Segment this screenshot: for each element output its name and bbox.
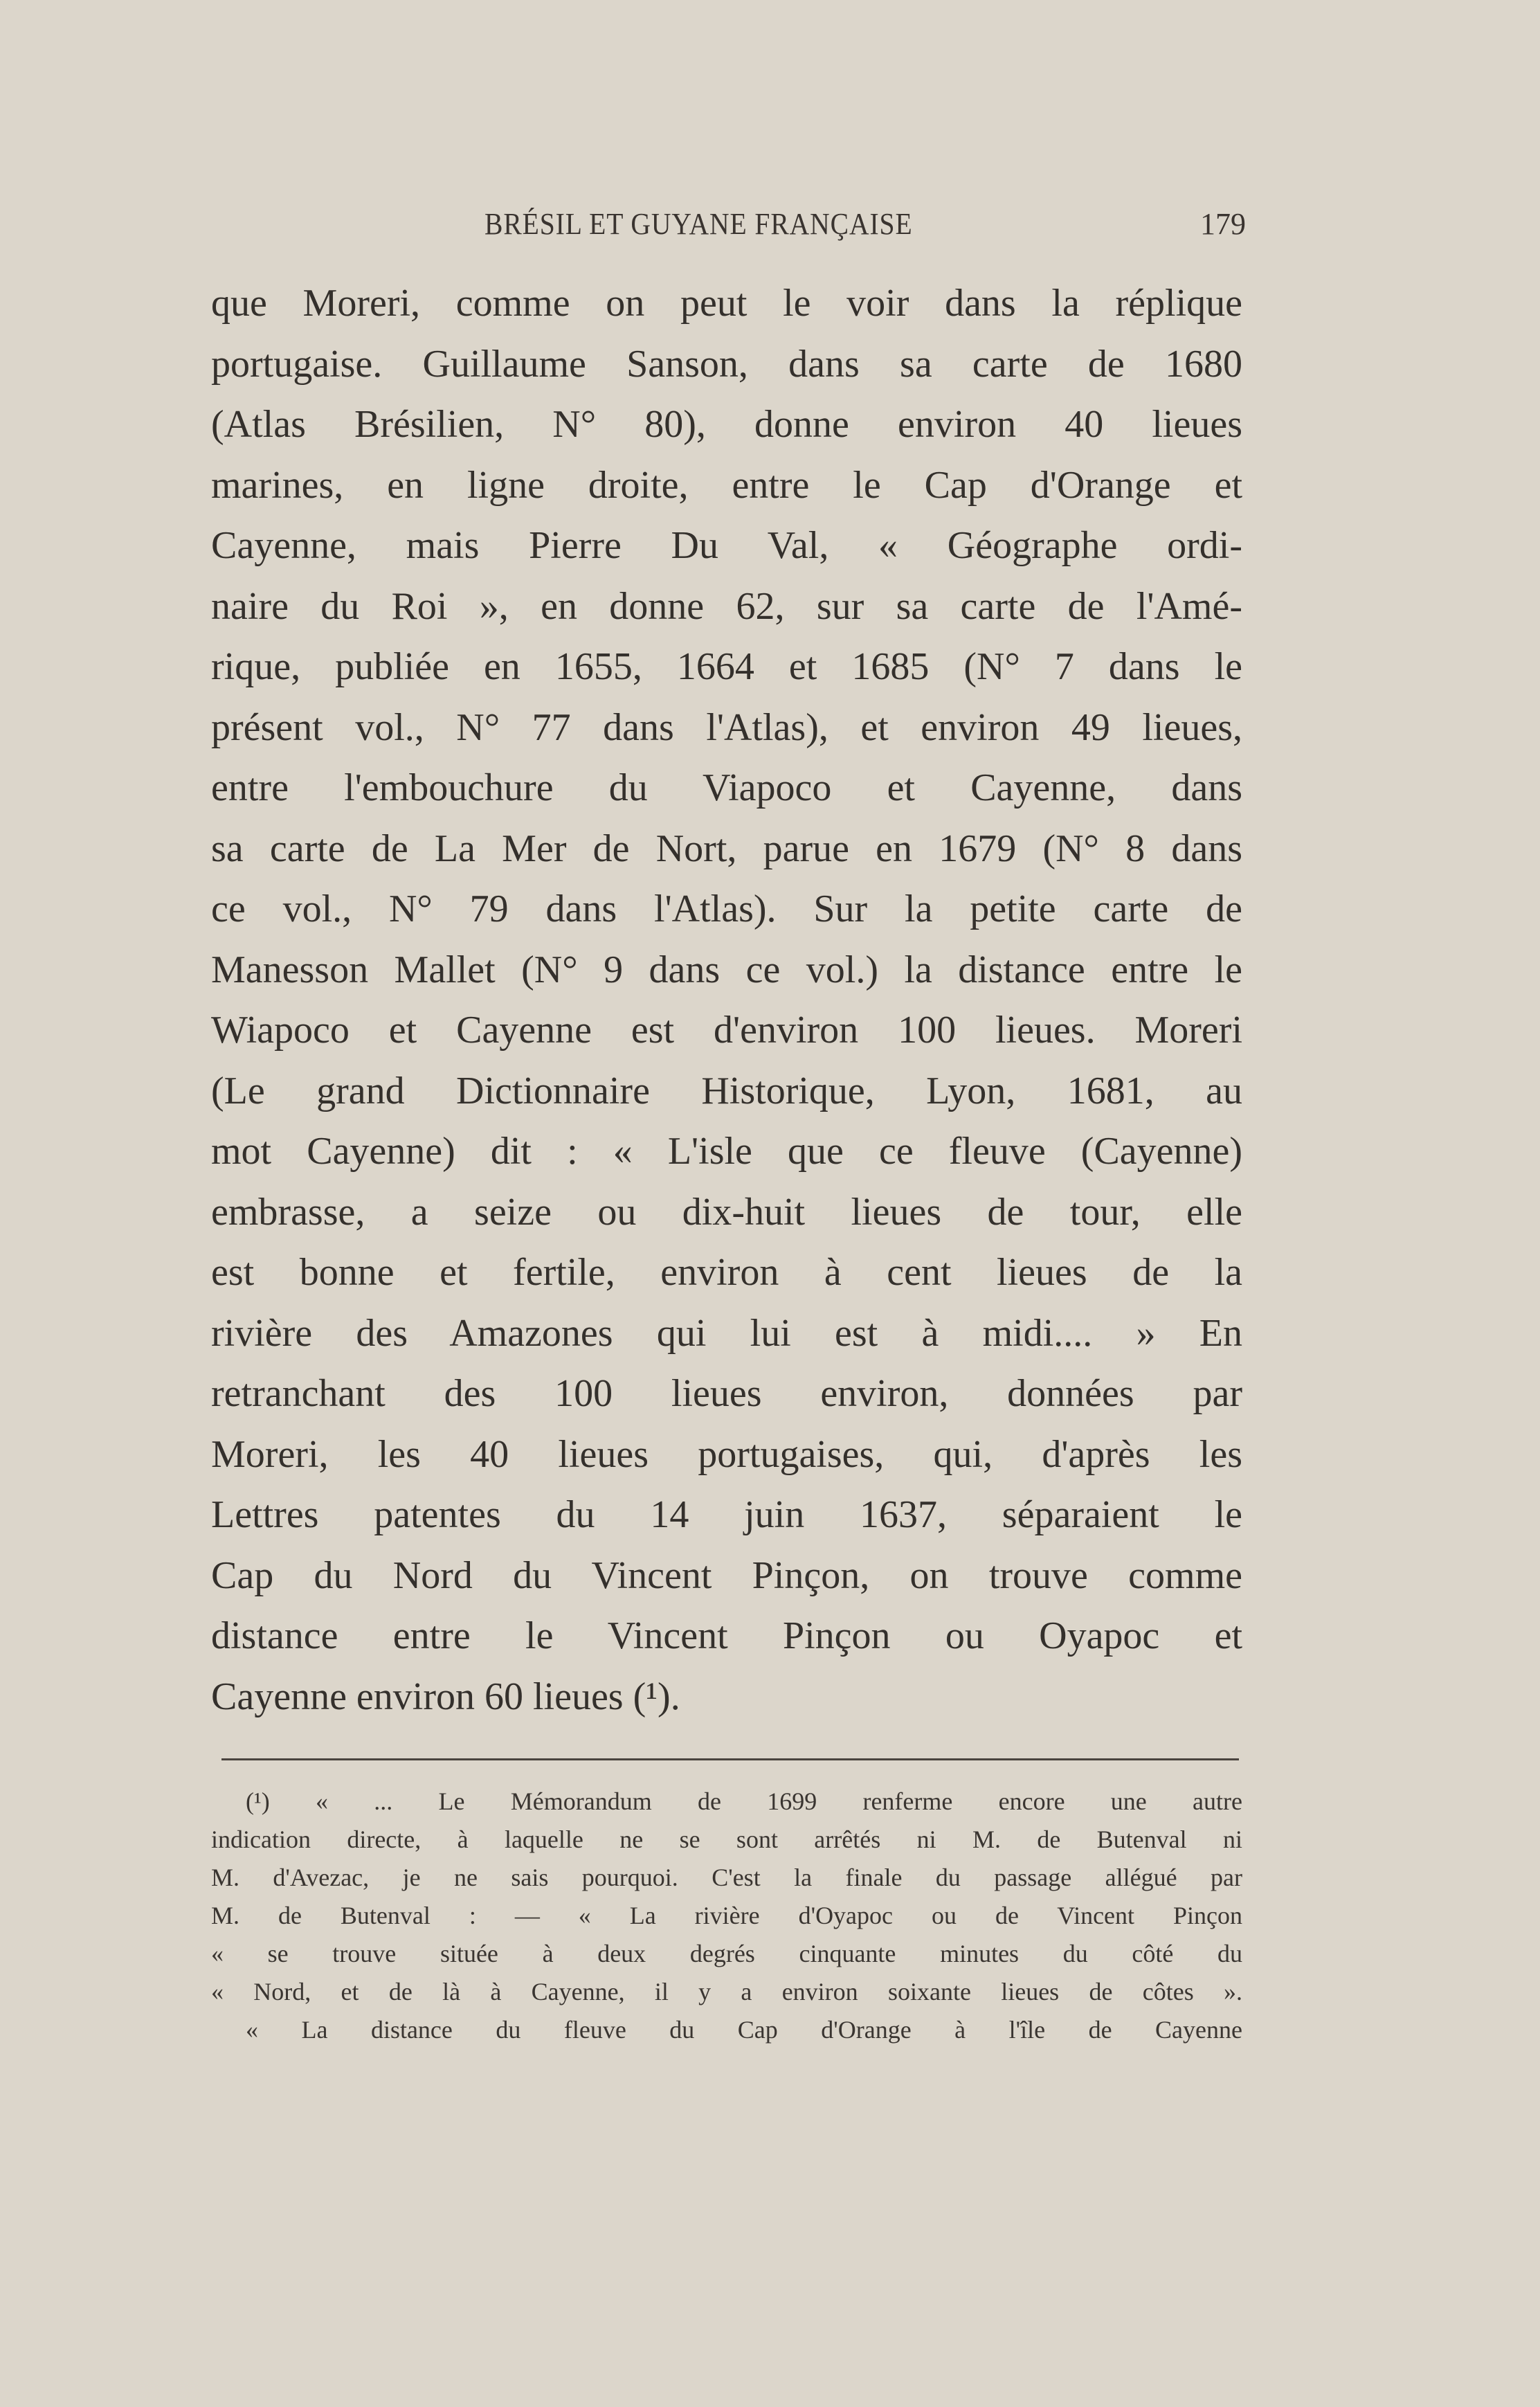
footnote-line: (¹) « ... Le Mémorandum de 1699 renferme encore une autre bbox=[246, 1787, 1242, 1815]
body-text bbox=[211, 273, 1242, 1727]
body-line: Cayenne, mais Pierre Du Val, « Géographe ordi- bbox=[211, 524, 1242, 567]
body-line: rique, publiée en 1655, 1664 et 1685 (N° 7 dans le bbox=[211, 645, 1242, 688]
body-line: mot Cayenne) dit : « L'isle que ce fleuve (Cayenne) bbox=[211, 1130, 1242, 1173]
body-line: naire du Roi », en donne 62, sur sa carte de l'Amé- bbox=[211, 584, 1242, 628]
footnote-line: « se trouve située à deux degrés cinquante minutes du côté du bbox=[211, 1940, 1242, 1967]
body-line: est bonne et fertile, environ à cent lieues de la bbox=[211, 1251, 1242, 1294]
body-line: Wiapoco et Cayenne est d'environ 100 lieues. Moreri bbox=[211, 1009, 1242, 1052]
footnote-line: M. d'Avezac, je ne sais pourquoi. C'est la finale du passage allégué par bbox=[211, 1864, 1242, 1891]
body-line: ce vol., N° 79 dans l'Atlas). Sur la petite carte de bbox=[211, 887, 1242, 930]
body-line: distance entre le Vincent Pinçon ou Oyapoc et bbox=[211, 1614, 1242, 1657]
body-line: retranchant des 100 lieues environ, données par bbox=[211, 1372, 1242, 1415]
body-line: Cap du Nord du Vincent Pinçon, on trouve comme bbox=[211, 1553, 1242, 1597]
body-line: embrasse, a seize ou dix-huit lieues de tour, elle bbox=[211, 1190, 1242, 1234]
body-line: entre l'embouchure du Viapoco et Cayenne, dans bbox=[211, 766, 1242, 809]
footnote-line: « La distance du fleuve du Cap d'Orange à l'île de Cayenne bbox=[246, 2016, 1242, 2044]
footnote-line: « Nord, et de là à Cayenne, il y a environ soixante lieues de côtes ». bbox=[211, 1978, 1242, 2005]
page-number: 179 bbox=[1200, 207, 1246, 241]
footnote-rule bbox=[221, 1758, 1239, 1760]
body-line: rivière des Amazones qui lui est à midi.... » En bbox=[211, 1311, 1242, 1355]
body-line: (Le grand Dictionnaire Historique, Lyon, 1681, au bbox=[211, 1069, 1242, 1112]
body-line: Lettres patentes du 14 juin 1637, séparaient le bbox=[211, 1493, 1242, 1536]
body-line: marines, en ligne droite, entre le Cap d'Orange et bbox=[211, 463, 1242, 507]
footnotes bbox=[211, 1783, 1242, 2049]
running-title: BRÉSIL ET GUYANE FRANÇAISE bbox=[484, 207, 913, 241]
body-line: Cayenne environ 60 lieues (¹). bbox=[211, 1675, 680, 1718]
body-line: portugaise. Guillaume Sanson, dans sa carte de 1680 bbox=[211, 342, 1242, 386]
body-line: que Moreri, comme on peut le voir dans la réplique bbox=[211, 282, 1242, 325]
page-header bbox=[208, 206, 1246, 248]
body-line: (Atlas Brésilien, N° 80), donne environ 40 lieues bbox=[211, 403, 1242, 446]
body-line: sa carte de La Mer de Nort, parue en 1679 (N° 8 dans bbox=[211, 827, 1242, 870]
body-line: Moreri, les 40 lieues portugaises, qui, d'après les bbox=[211, 1432, 1242, 1476]
body-line: Manesson Mallet (N° 9 dans ce vol.) la distance entre le bbox=[211, 948, 1242, 991]
body-line: présent vol., N° 77 dans l'Atlas), et environ 49 lieues, bbox=[211, 705, 1242, 749]
footnote-line: M. de Butenval : — « La rivière d'Oyapoc ou de Vincent Pinçon bbox=[211, 1902, 1242, 1929]
footnote-line: indication directe, à laquelle ne se sont arrêtés ni M. de Butenval ni bbox=[211, 1825, 1242, 1853]
